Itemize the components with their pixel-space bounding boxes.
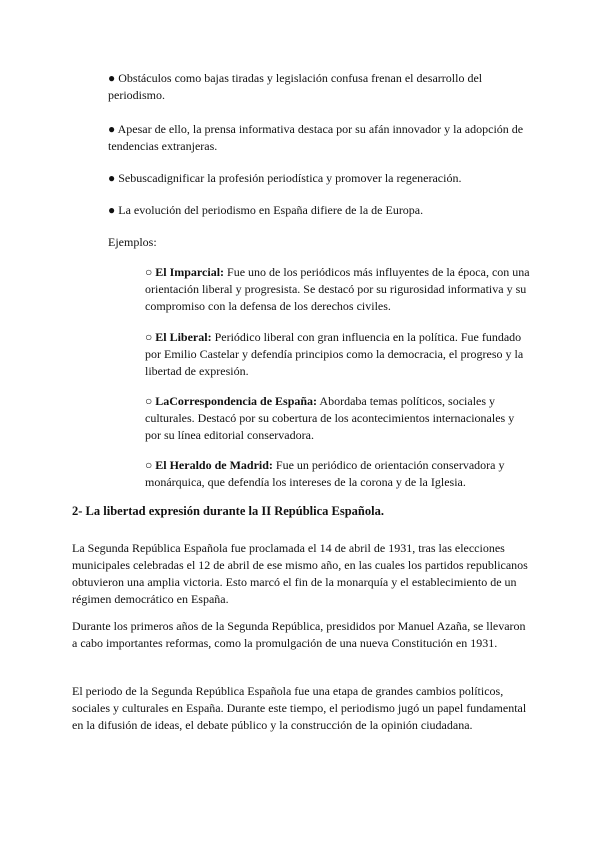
- bullet-item: ● Sebuscadignificar la profesión periodística y promover la regeneración.: [108, 171, 462, 185]
- example-name: ○ LaCorrespondencia de España:: [145, 394, 318, 408]
- example-name: ○ El Liberal:: [145, 330, 212, 344]
- example-text: Fue uno de los periódicos más influyentes de la época, con una orientación liberal y progresista. Se destacó por su rigurosidad informativa y su compromiso con la defensa de los derechos civiles.: [145, 265, 530, 313]
- bullet-item: ● Apesar de ello, la prensa informativa destaca por su afán innovador y la adopción de tendencias extranjeras.: [108, 122, 524, 153]
- example-text: Fue un periódico de orientación conservadora y monárquica, que defendía los intereses de la corona y de la Iglesia.: [145, 458, 505, 489]
- body-paragraph: El periodo de la Segunda República Española fue una etapa de grandes cambios políticos, sociales y culturales en España. Durante este tiempo, el periodismo jugó un papel fundamental en la difusión de ideas, el debate público y la construcción de la opinión ciudadana.: [72, 684, 527, 732]
- bullet-item: ● Obstáculos como bajas tiradas y legislación confusa frenan el desarrollo del periodismo.: [108, 71, 483, 102]
- examples-label: Ejemplos:: [108, 235, 157, 249]
- example-text: Abordaba temas políticos, sociales y culturales. Destacó por su cobertura de los acontecimientos internacionales y por su línea editorial conservadora.: [145, 394, 515, 442]
- example-text: Periódico liberal con gran influencia en la política. Fue fundado por Emilio Castelar y defendía principios como la democracia, el progreso y la libertad de expresión.: [145, 330, 524, 378]
- example-name: ○ El Imparcial:: [145, 265, 225, 279]
- example-item: [145, 264, 530, 315]
- bullet-item: ● La evolución del periodismo en España difiere de la de Europa.: [108, 203, 424, 217]
- section-heading: 2- La libertad expresión durante la II República Española.: [72, 504, 384, 518]
- example-item: [145, 457, 530, 491]
- body-paragraph: La Segunda República Española fue proclamada el 14 de abril de 1931, tras las elecciones municipales celebradas el 12 de abril de ese mismo año, en las cuales los partidos republicanos obtuvieron una amplia victoria. Esto marcó el fin de la monarquía y el establecimiento de un régimen democrático en España.: [72, 541, 528, 606]
- body-paragraph: Durante los primeros años de la Segunda República, presididos por Manuel Azaña, se llevaron a cabo importantes reformas, como la promulgación de una nueva Constitución en 1931.: [72, 619, 526, 650]
- example-item: [145, 393, 530, 444]
- example-name: ○ El Heraldo de Madrid:: [145, 458, 273, 472]
- example-item: [145, 329, 530, 380]
